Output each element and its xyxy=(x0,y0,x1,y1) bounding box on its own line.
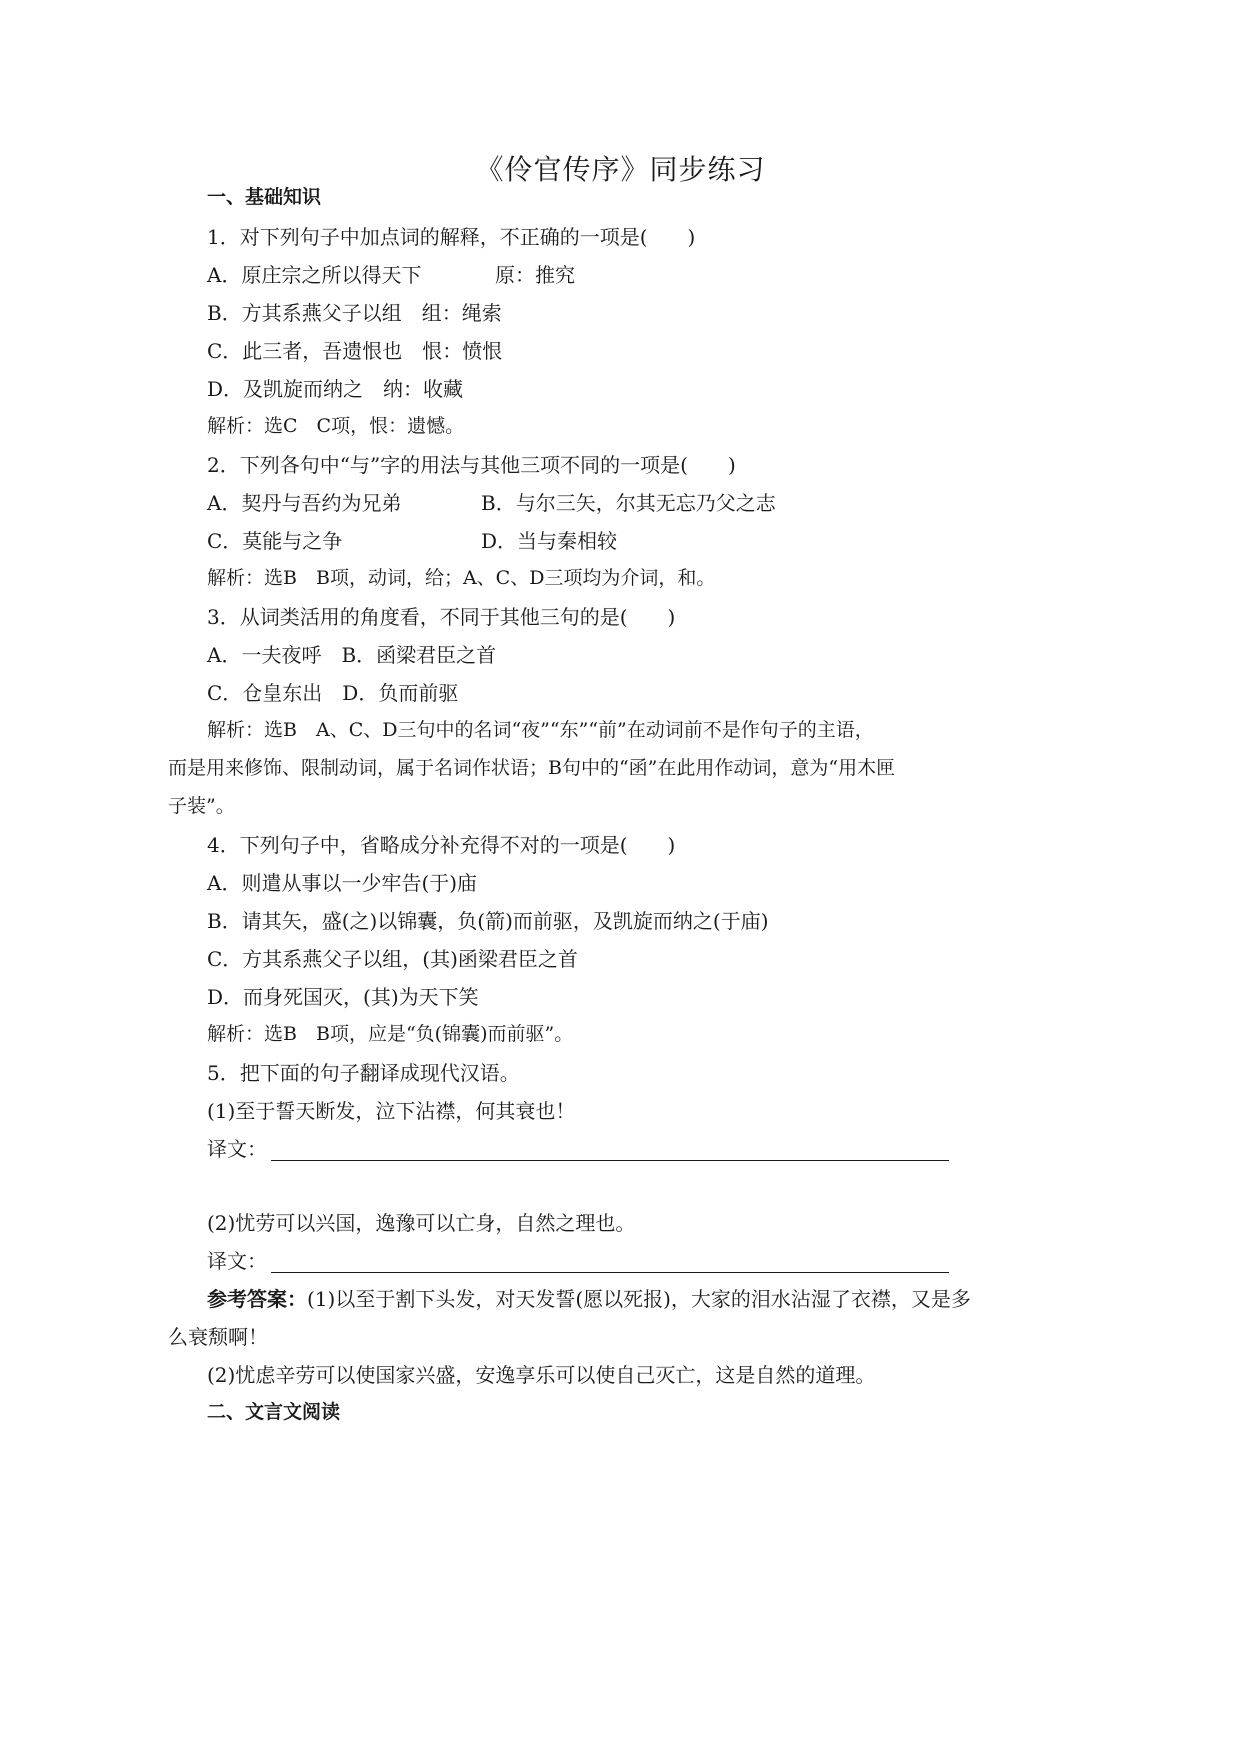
q1-option-a xyxy=(207,263,421,287)
q3-options-cd: C．仓皇东出 D．负而前驱 xyxy=(207,681,459,705)
q4-option-c: C．方其系燕父子以组，(其)函梁君臣之首 xyxy=(207,947,578,971)
q1-analysis-text: 选C C项，恨：遗憾。 xyxy=(264,415,465,437)
translation-label: 译文： xyxy=(207,1249,267,1273)
q3-analysis-line-3: 子装”。 xyxy=(168,795,235,817)
q5-answer-1-line-2: 么衰颓啊！ xyxy=(168,1325,268,1349)
q3-analysis xyxy=(207,719,874,742)
q3-options-ab: A．一夫夜呼 B．函梁君臣之首 xyxy=(207,643,497,667)
q5-answer-1 xyxy=(207,1287,971,1311)
analysis-label: 解析： xyxy=(207,415,265,437)
q5-sentence-1: (1)至于誓天断发，泣下沾襟，何其衰也！ xyxy=(207,1099,576,1123)
q1-analysis xyxy=(207,415,464,438)
q4-analysis xyxy=(207,1023,573,1046)
q5-translation-1 xyxy=(207,1137,949,1161)
q3-stem: 3．从词类活用的角度看，不同于其他三句的是( ) xyxy=(207,605,676,629)
q2-stem: 2．下列各句中“与”字的用法与其他三项不同的一项是( ) xyxy=(207,453,736,477)
section-heading-classical-reading: 二、文言文阅读 xyxy=(207,1401,341,1423)
q3-analysis-line-2: 而是用来修饰、限制动词，属于名词作状语；B句中的“函”在此用作动词，意为“用木匣 xyxy=(168,757,896,779)
q2-option-a: A．契丹与吾约为兄弟 xyxy=(207,491,402,515)
analysis-label: 解析： xyxy=(207,567,265,589)
section-heading-basic: 一、基础知识 xyxy=(207,186,322,208)
q5-sentence-2: (2)忧劳可以兴国，逸豫可以亡身，自然之理也。 xyxy=(207,1211,636,1235)
q4-analysis-text: 选B B项，应是“负(锦囊)而前驱”。 xyxy=(264,1023,574,1045)
q2-option-c: C．莫能与之争 xyxy=(207,529,343,553)
q1-option-d: D．及凯旋而纳之 纳：收藏 xyxy=(207,377,464,401)
q4-option-d: D．而身死国灭，(其)为天下笑 xyxy=(207,985,479,1009)
answer-blank-line[interactable] xyxy=(271,1252,949,1273)
page-title: 《伶官传序》同步练习 xyxy=(475,153,766,186)
q4-option-a: A．则遣从事以一少牢告(于)庙 xyxy=(207,871,478,895)
q2-analysis xyxy=(207,567,715,590)
q1-option-a-gloss: 原：推究 xyxy=(495,263,575,287)
q1-option-c: C．此三者，吾遗恨也 恨：愤恨 xyxy=(207,339,503,363)
q1-stem: 1．对下列句子中加点词的解释，不正确的一项是( ) xyxy=(207,225,696,249)
q3-analysis-line-1: 选B A、C、D三句中的名词“夜”“东”“前”在动词前不是作句子的主语， xyxy=(264,719,874,741)
q1-option-b: B．方其系燕父子以组 组：绳索 xyxy=(207,301,502,325)
q5-translation-2 xyxy=(207,1249,949,1273)
q5-stem: 5．把下面的句子翻译成现代汉语。 xyxy=(207,1061,520,1085)
q1-option-a-text: A．原庄宗之所以得天下 xyxy=(207,263,422,287)
q2-option-b: B．与尔三矢，尔其无忘乃父之志 xyxy=(481,491,776,515)
q4-option-b: B．请其矢，盛(之)以锦囊，负(箭)而前驱，及凯旋而纳之(于庙) xyxy=(207,909,769,933)
q2-option-d: D．当与秦相较 xyxy=(481,529,618,553)
translation-label: 译文： xyxy=(207,1137,267,1161)
q5-answer-1-line-1: (1)以至于割下头发，对天发誓(愿以死报)，大家的泪水沾湿了衣襟，又是多 xyxy=(307,1287,971,1311)
analysis-label: 解析： xyxy=(207,719,265,741)
reference-answer-label: 参考答案： xyxy=(207,1287,307,1311)
analysis-label: 解析： xyxy=(207,1023,265,1045)
q2-analysis-text: 选B B项，动词，给；A、C、D三项均为介词，和。 xyxy=(264,567,716,589)
q4-stem: 4．下列句子中，省略成分补充得不对的一项是( ) xyxy=(207,833,676,857)
answer-blank-line[interactable] xyxy=(271,1140,949,1161)
q5-answer-2: (2)忧虑辛劳可以使国家兴盛，安逸享乐可以使自己灭亡，这是自然的道理。 xyxy=(207,1363,876,1387)
